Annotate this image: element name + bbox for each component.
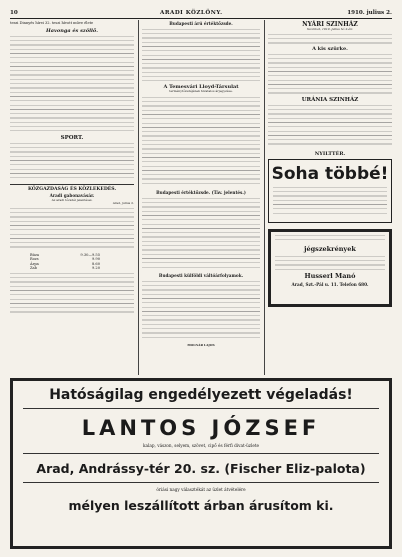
- lloyd-subtitle: terménytőzsdéjének hivatalos árjegyzése.: [169, 89, 233, 93]
- theatre-date-line: Szombat, 1910. julius hó 2-án:: [306, 27, 354, 31]
- market-subtitle: Az aradi tőzsdéi jelentései.: [51, 197, 93, 202]
- icebox-ad-merchant: Husserl Manó: [304, 271, 356, 280]
- exchange-rates-body: [142, 281, 260, 341]
- page-number: 10: [10, 10, 18, 16]
- icebox-ad-body: [275, 256, 385, 270]
- table-row: Árpa 8.60: [30, 261, 100, 266]
- soha-tobbe-body: [273, 187, 387, 215]
- ad-merchant-name: LANTOS JÓZSEF: [81, 416, 321, 440]
- table-row: Zab 9.20: [30, 265, 100, 270]
- section-rule: [10, 184, 134, 185]
- icebox-ad-address: Arad, Szt.-Pál u. 11. Telefon 680.: [291, 281, 369, 287]
- economy-heading: KÖZGAZDASÁG ÉS KÖZLEKEDÉS.: [27, 187, 117, 193]
- urania-theatre-title: URÁNIA SZINHÁZ: [301, 96, 359, 103]
- theatre-intro: [268, 34, 392, 46]
- ad-subtitle: kalap, vászon, selyem, szövet, cipő és férfi divat-üzlete: [142, 443, 259, 448]
- market-title: Aradi gabonavásár.: [49, 193, 95, 199]
- icebox-ad-top: [275, 235, 385, 243]
- soha-tobbe-headline: Soha többé!: [271, 163, 389, 184]
- ad-rule: [23, 482, 379, 483]
- header-rule: [10, 18, 392, 19]
- market-table: [10, 253, 134, 270]
- sport-body: [10, 143, 134, 181]
- exchange-rates-title: Budapesti külföldi váltóárfolyamok.: [158, 272, 244, 278]
- lloyd-title: A Temesvári Lloyd-Társulat: [163, 84, 239, 90]
- column-divider-1: [138, 20, 139, 375]
- notes-body: [10, 273, 134, 313]
- stock-exchange-title: Budapesti értéktőzsde. (Táv. jelentés.): [156, 189, 246, 195]
- story-title: Havonga és szöllő.: [46, 28, 98, 35]
- lantos-jozsef-ad: [10, 378, 392, 549]
- open-forum-heading: NYILTTÉR.: [314, 150, 346, 157]
- column-2: [142, 21, 260, 347]
- intro-line: teszi Dinnyés hírei 32. teszi hívott műve élete: [10, 21, 94, 25]
- column-divider-2: [264, 20, 265, 375]
- column-1: [10, 21, 134, 313]
- urania-program: [268, 105, 392, 147]
- ad-note: óriási nagy választékát az üzlet átvételére: [156, 487, 246, 492]
- ad-closing: mélyen leszállított árban árusítom ki.: [68, 498, 334, 513]
- commodity-exchange-title: Budapesti árú értéktőzsde.: [169, 21, 233, 26]
- ad-rule: [23, 453, 379, 454]
- sport-heading: SPORT.: [60, 135, 84, 142]
- play-title: A kis szürke.: [312, 45, 348, 52]
- column-3: [268, 21, 392, 307]
- issue-date: 1910. julius 2.: [347, 10, 392, 16]
- editor-signature: MOLNÁR LAJOS: [187, 342, 215, 347]
- ad-address: Arad, Andrássy-tér 20. sz. (Fischer Eliz-palota): [36, 461, 366, 476]
- market-date: Arad, julius 2.: [112, 201, 134, 206]
- table-row: Rozs 9.90: [30, 257, 100, 262]
- commodity-table: [142, 29, 260, 81]
- icebox-ad-title: jégszekrények: [304, 244, 356, 253]
- stock-table: [142, 198, 260, 270]
- icebox-ad: [268, 229, 392, 307]
- soha-tobbe-ad: [268, 159, 392, 223]
- market-body: [10, 208, 134, 250]
- newspaper-title: ARADI KÖZLÖNY.: [160, 10, 223, 16]
- story-body: [10, 36, 134, 131]
- cast-list: [268, 54, 392, 94]
- lloyd-table: [142, 97, 260, 187]
- table-row: Búza 9.30—9.55: [30, 253, 100, 257]
- ad-headline: Hatóságilag engedélyezett végeladás!: [49, 387, 353, 403]
- ad-rule: [23, 408, 379, 409]
- summer-theatre-title: NYÁRI SZINHÁZ: [302, 21, 358, 28]
